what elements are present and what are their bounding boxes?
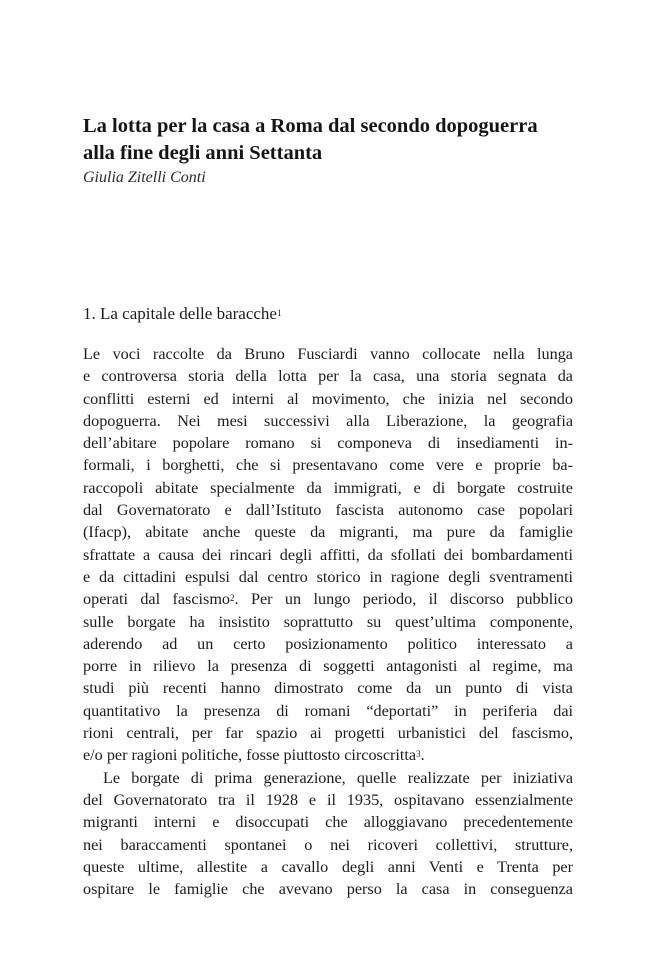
text-line: aderendo ad un certo posizionamento politico interessato a	[83, 634, 573, 653]
text-line: dell’abitare popolare romano si componeva di insediamenti in-	[83, 434, 573, 453]
text-line: formali, i borghetti, che si presentavano come vere e proprie ba-	[83, 456, 573, 475]
article-title	[83, 113, 573, 167]
body-text	[83, 343, 573, 900]
footnote-ref: 3	[416, 749, 421, 760]
text-segment: e/o per ragioni politiche, fosse piuttosto circoscritta	[83, 746, 417, 765]
footnote-ref: 2	[230, 593, 235, 604]
text-line: e da cittadini espulsi dal centro storico in ragione degli sventramenti	[83, 567, 573, 586]
text-segment: . Per un lungo periodo, il discorso pubblico	[234, 590, 573, 609]
text-line: dal Governatorato e dall’Istituto fascista autonomo case popolari	[83, 501, 573, 520]
text-line: nei baraccamenti spontanei o nei ricoveri collettivi, strutture,	[83, 835, 573, 854]
text-segment: operati dal fascismo	[83, 590, 231, 609]
text-line	[83, 744, 573, 766]
text-line: migranti interni e disoccupati che alloggiavano precedentemente	[83, 813, 573, 832]
text-segment: .	[420, 746, 425, 765]
text-line: sfrattate a causa dei rincari degli affitti, da sfollati dei bombardamenti	[83, 545, 573, 564]
text-line: (Ifacp), abitate anche queste da migranti, ma pure da famiglie	[83, 523, 573, 542]
title-line: alla fine degli anni Settanta	[83, 142, 323, 164]
section-heading-text: 1. La capitale delle baracche	[83, 304, 277, 323]
text-line: sulle borgate ha insistito soprattutto su quest’ultima componente,	[83, 612, 573, 631]
text-line	[83, 588, 573, 610]
text-line: ospitare le famiglie che avevano perso la casa in conseguenza	[83, 880, 573, 899]
text-line: rioni centrali, per far spazio ai progetti urbanistici del fascismo,	[83, 724, 573, 743]
text-line: studi più recenti hanno dimostrato come da un punto di vista	[83, 679, 573, 698]
text-line: queste ultime, allestite a cavallo degli anni Venti e Trenta per	[83, 857, 573, 876]
section-heading	[83, 303, 281, 325]
text-line: Le voci raccolte da Bruno Fusciardi vanno collocate nella lunga	[83, 345, 573, 363]
text-line: conflitti esterni ed interni al movimento, che inizia nel secondo	[83, 389, 573, 408]
text-line: del Governatorato tra il 1928 e il 1935, ospitavano essenzialmente	[83, 790, 573, 809]
text-line: e controversa storia della lotta per la casa, una storia segnata da	[83, 367, 573, 386]
author-name: Giulia Zitelli Conti	[83, 169, 206, 186]
text-line: porre in rilievo la presenza di soggetti antagonisti al regime, ma	[83, 657, 573, 676]
footnote-ref: 1	[276, 308, 282, 318]
title-line: La lotta per la casa a Roma dal secondo dopoguerra	[83, 115, 538, 137]
text-line: Le borgate di prima generazione, quelle realizzate per iniziativa	[103, 768, 573, 787]
text-line: dopoguerra. Nei mesi successivi alla Liberazione, la geografia	[83, 411, 573, 430]
text-line: quantitativo la presenza di romani “deportati” in periferia dai	[83, 701, 573, 720]
page-content	[83, 113, 573, 899]
paragraph	[83, 767, 573, 901]
text-line: raccopoli abitate specialmente da immigrati, e di borgate costruite	[83, 478, 573, 497]
paragraph	[83, 343, 573, 767]
